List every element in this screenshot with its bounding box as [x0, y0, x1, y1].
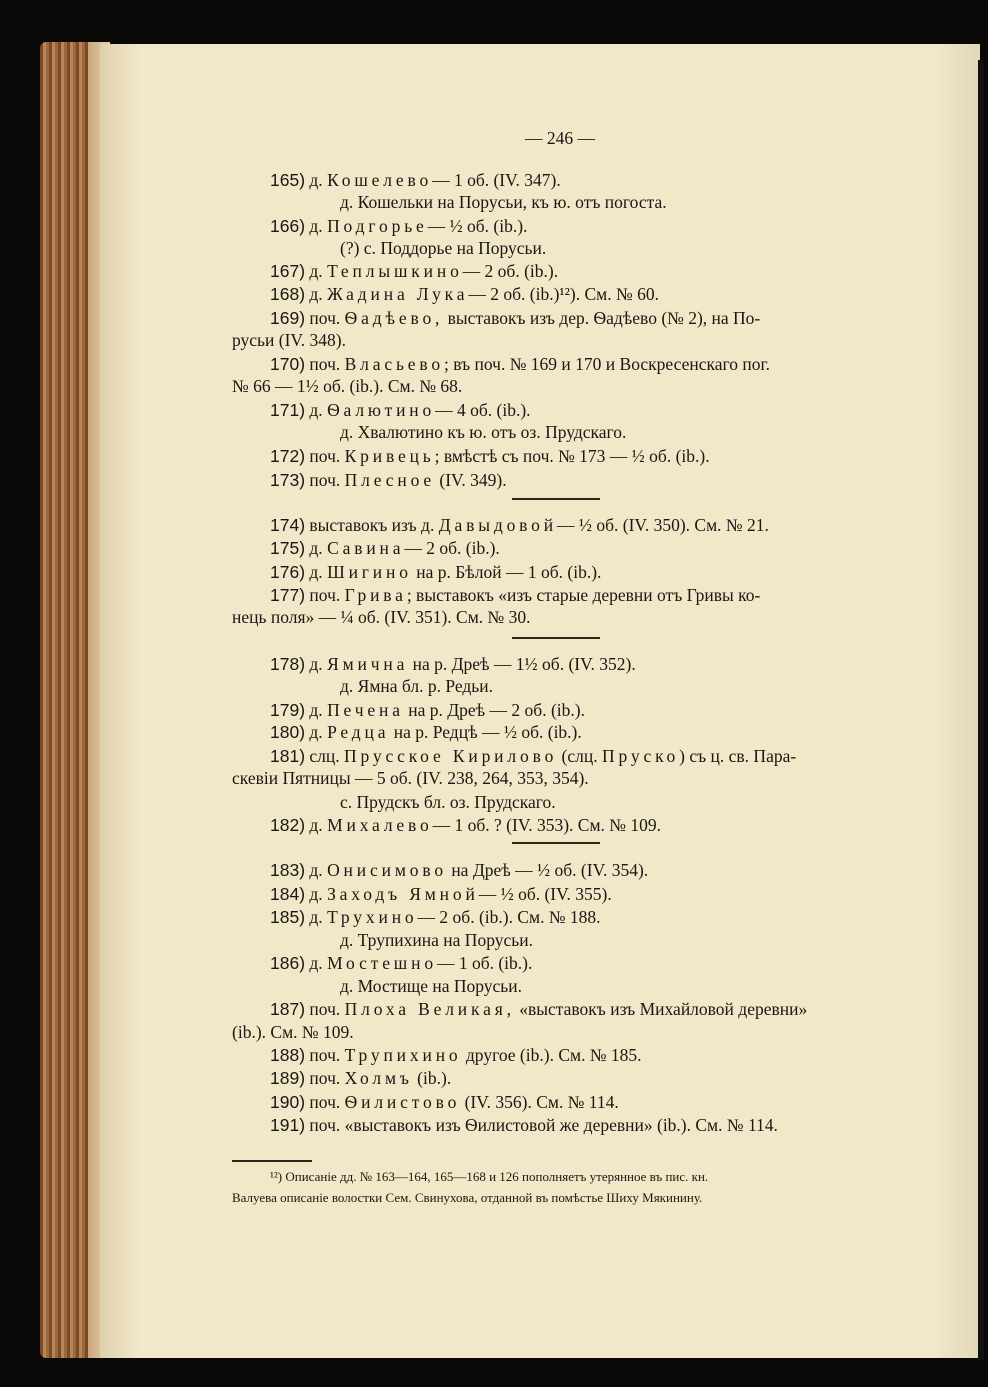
text-run: Ѳадѣево,: [344, 308, 444, 328]
text-run: (ib.).: [412, 1068, 452, 1088]
text-run: 177): [270, 585, 306, 605]
entry-line: [270, 564, 601, 582]
text-run: «выставокъ изъ Михайловой деревни»: [514, 999, 808, 1019]
text-run: д.: [305, 538, 328, 558]
text-run: — 2 об. (ib.)¹²). См. № 60.: [468, 284, 659, 304]
text-run: поч.: [305, 308, 345, 328]
entry-line: [270, 218, 527, 236]
text-run: 182): [270, 815, 306, 835]
text-run: 185): [270, 907, 306, 927]
entry-line: [270, 886, 612, 904]
text-run: слц.: [305, 746, 345, 766]
text-run: Жадина Лука: [327, 284, 469, 304]
text-run: Онисимово: [327, 860, 447, 880]
text-run: выставокъ изъ д.: [305, 515, 439, 535]
text-run: 175): [270, 538, 306, 558]
entry-note-line: [340, 194, 667, 212]
entry-note-line: [340, 424, 626, 442]
text-run: 178): [270, 654, 306, 674]
text-run: Грива: [344, 585, 407, 605]
text-run: (IV. 356). См. № 114.: [460, 1092, 619, 1112]
text-run: Холмъ: [344, 1068, 413, 1088]
entry-line: [270, 1070, 451, 1088]
text-run: д.: [305, 400, 328, 420]
text-run: — 1 об. (IV. 347).: [432, 170, 561, 190]
section-divider: [512, 842, 600, 844]
text-run: Трухино: [327, 907, 418, 927]
text-run: на р. Бѣлой — 1 об. (ib.).: [411, 562, 602, 582]
text-run: 190): [270, 1092, 306, 1112]
text-run: д.: [305, 953, 328, 973]
text-run: поч.: [305, 1068, 345, 1088]
text-run: д. Хвалютино къ ю. отъ оз. Прудскаго.: [340, 422, 627, 442]
text-run: 169): [270, 308, 306, 328]
text-run: Савина: [327, 538, 405, 558]
text-run: — ½ об. (ib.).: [427, 216, 528, 236]
text-run: Трупихино: [344, 1045, 462, 1065]
text-run: 174): [270, 515, 306, 535]
text-run: д.: [305, 261, 328, 281]
footnote-divider: [232, 1160, 312, 1162]
text-run: 167): [270, 261, 306, 281]
text-run: № 66 — 1½ об. (ib.). См. № 68.: [232, 376, 463, 396]
text-run: — 1 об. (ib.).: [436, 953, 533, 973]
text-run: на р. Редцѣ — ½ об. (ib.).: [389, 722, 582, 742]
text-run: русьи (IV. 348).: [232, 330, 346, 350]
text-run: Плесное: [344, 470, 436, 490]
text-run: — 1 об. ? (IV. 353). См. № 109.: [432, 815, 661, 835]
text-run: скевіи Пятницы — 5 об. (IV. 238, 264, 353, 354).: [232, 768, 589, 788]
text-run: д. Мостище на Порусьи.: [340, 976, 523, 996]
text-run: Кривець: [344, 446, 435, 466]
text-run: поч.: [305, 585, 345, 605]
entry-line: [270, 286, 659, 304]
text-run: — ½ об. (IV. 355).: [478, 884, 612, 904]
text-run: — 2 об. (ib.).: [404, 538, 500, 558]
text-run: Валуева описаніе волостки Сем. Свинухова, отданной въ помѣстье Шиху Мякинину.: [232, 1190, 703, 1205]
text-run: ; выставокъ «изъ старые деревни отъ Гривы ко-: [406, 585, 761, 605]
entry-line: [270, 702, 585, 720]
text-run: (слц.: [557, 746, 602, 766]
text-run: Пруско: [602, 746, 680, 766]
text-run: 191): [270, 1115, 306, 1135]
entry-continuation-line: [232, 332, 346, 350]
text-run: поч.: [305, 999, 345, 1019]
text-run: на Дреѣ — ½ об. (IV. 354).: [446, 860, 649, 880]
text-run: 180): [270, 722, 306, 742]
scan-border: [978, 60, 984, 1360]
text-run: ; въ поч. № 169 и 170 и Воскресенскаго пог.: [444, 354, 771, 374]
entry-line: [270, 1117, 778, 1135]
entry-line: [270, 955, 532, 973]
text-run: 176): [270, 562, 306, 582]
entry-line: [270, 656, 636, 674]
text-run: — 4 об. (ib.).: [435, 400, 531, 420]
text-run: Прусское Кирилово: [344, 746, 558, 766]
entry-continuation-line: [232, 609, 530, 627]
entry-note-line: [340, 794, 556, 812]
text-run: д.: [305, 860, 328, 880]
entry-line: [270, 1001, 807, 1019]
text-run: 172): [270, 446, 306, 466]
text-run: д.: [305, 884, 328, 904]
text-run: выставокъ изъ дер. Ѳадѣево (№ 2), на По-: [443, 308, 761, 328]
text-run: 189): [270, 1068, 306, 1088]
text-run: поч.: [305, 1045, 345, 1065]
text-run: Ѳилистово: [344, 1092, 461, 1112]
text-run: Редца: [327, 722, 390, 742]
entry-line: [270, 587, 760, 605]
text-run: поч.: [305, 446, 345, 466]
text-run: поч. «выставокъ изъ Ѳилистовой же деревни» (ib.). См. № 114.: [305, 1115, 778, 1135]
entry-line: [270, 402, 531, 420]
text-run: Печена: [327, 700, 404, 720]
entry-line: [270, 817, 661, 835]
section-divider: [512, 637, 600, 639]
text-run: — 2 об. (ib.). См. № 188.: [417, 907, 601, 927]
entry-line: [270, 472, 507, 490]
text-run: д.: [305, 722, 328, 742]
entry-line: [270, 517, 769, 535]
text-run: 188): [270, 1045, 306, 1065]
text-run: поч.: [305, 470, 345, 490]
text-run: Заходъ Ямной: [327, 884, 479, 904]
text-run: д.: [305, 815, 328, 835]
entry-line: [270, 310, 760, 328]
text-run: Власьево: [344, 354, 445, 374]
text-run: поч.: [305, 354, 345, 374]
text-run: ) съ ц. св. Пара-: [679, 746, 797, 766]
entry-line: [270, 540, 500, 558]
text-run: 173): [270, 470, 306, 490]
text-run: (IV. 349).: [435, 470, 507, 490]
text-run: д.: [305, 562, 328, 582]
text-run: — 2 об. (ib.).: [462, 261, 559, 281]
text-run: 170): [270, 354, 306, 374]
entry-line: [270, 748, 796, 766]
entry-note-line: [340, 978, 522, 996]
text-run: д.: [305, 654, 328, 674]
text-run: (?) с. Поддорье на Порусьи.: [340, 238, 547, 258]
page-number: — 246 —: [525, 128, 595, 148]
entry-note-line: [340, 932, 533, 950]
text-run: 168): [270, 284, 306, 304]
text-run: Шигино: [327, 562, 412, 582]
entry-line: [270, 862, 648, 880]
text-run: Давыдовой: [438, 515, 557, 535]
text-run: д.: [305, 284, 328, 304]
section-divider: [512, 498, 600, 500]
text-run: — ½ об. (IV. 350). См. № 21.: [557, 515, 769, 535]
text-run: 179): [270, 700, 306, 720]
footnote-line: [232, 1191, 702, 1204]
text-run: д.: [305, 700, 328, 720]
entry-continuation-line: [232, 1024, 354, 1042]
text-run: с. Прудскъ бл. оз. Прудскаго.: [340, 792, 556, 812]
text-run: Ямична: [327, 654, 409, 674]
entry-continuation-line: [232, 378, 462, 396]
entry-continuation-line: [232, 770, 589, 788]
text-run: 165): [270, 170, 306, 190]
text-run: нець поля» — ¼ об. (IV. 351). См. № 30.: [232, 607, 531, 627]
text-run: (ib.). См. № 109.: [232, 1022, 354, 1042]
entry-note-line: [340, 678, 493, 696]
entry-line: [270, 1047, 642, 1065]
text-run: д.: [305, 907, 328, 927]
text-run: другое (ib.). См. № 185.: [461, 1045, 642, 1065]
entry-line: [270, 909, 601, 927]
text-run: Кошелево: [327, 170, 433, 190]
text-run: Подгорье: [327, 216, 428, 236]
text-run: Теплышкино: [327, 261, 463, 281]
text-run: д.: [305, 216, 328, 236]
entry-line: [270, 1094, 619, 1112]
text-run: на р. Дреѣ — 1½ об. (IV. 352).: [408, 654, 636, 674]
text-run: 186): [270, 953, 306, 973]
entry-line: [270, 356, 770, 374]
text-run: поч.: [305, 1092, 345, 1112]
text-run: на р. Дреѣ — 2 об. (ib.).: [403, 700, 585, 720]
text-run: д. Кошельки на Порусьи, къ ю. отъ погоста.: [340, 192, 667, 212]
entry-line: [270, 172, 561, 190]
entry-note-line: [340, 240, 546, 258]
text-run: 183): [270, 860, 306, 880]
text-run: 181): [270, 746, 306, 766]
footnote-line: [270, 1170, 708, 1183]
text-run: 184): [270, 884, 306, 904]
text-run: Ѳалютино: [327, 400, 436, 420]
text-run: Мостешно: [327, 953, 437, 973]
text-run: д. Трупихина на Порусьи.: [340, 930, 533, 950]
text-run: Михалево: [327, 815, 433, 835]
text-run: д. Ямна бл. р. Редьи.: [340, 676, 494, 696]
text-run: ; вмѣстѣ съ поч. № 173 — ½ об. (ib.).: [434, 446, 710, 466]
text-run: 171): [270, 400, 306, 420]
entry-line: [270, 448, 710, 466]
text-run: ¹²) Описаніе дд. № 163—164, 165—168 и 126 пополняетъ утерянное въ пис. кн.: [270, 1169, 709, 1184]
entry-line: [270, 263, 558, 281]
entry-line: [270, 724, 582, 742]
text-run: Плоха Великая,: [344, 999, 515, 1019]
text-run: 187): [270, 999, 306, 1019]
text-run: 166): [270, 216, 306, 236]
text-run: д.: [305, 170, 328, 190]
